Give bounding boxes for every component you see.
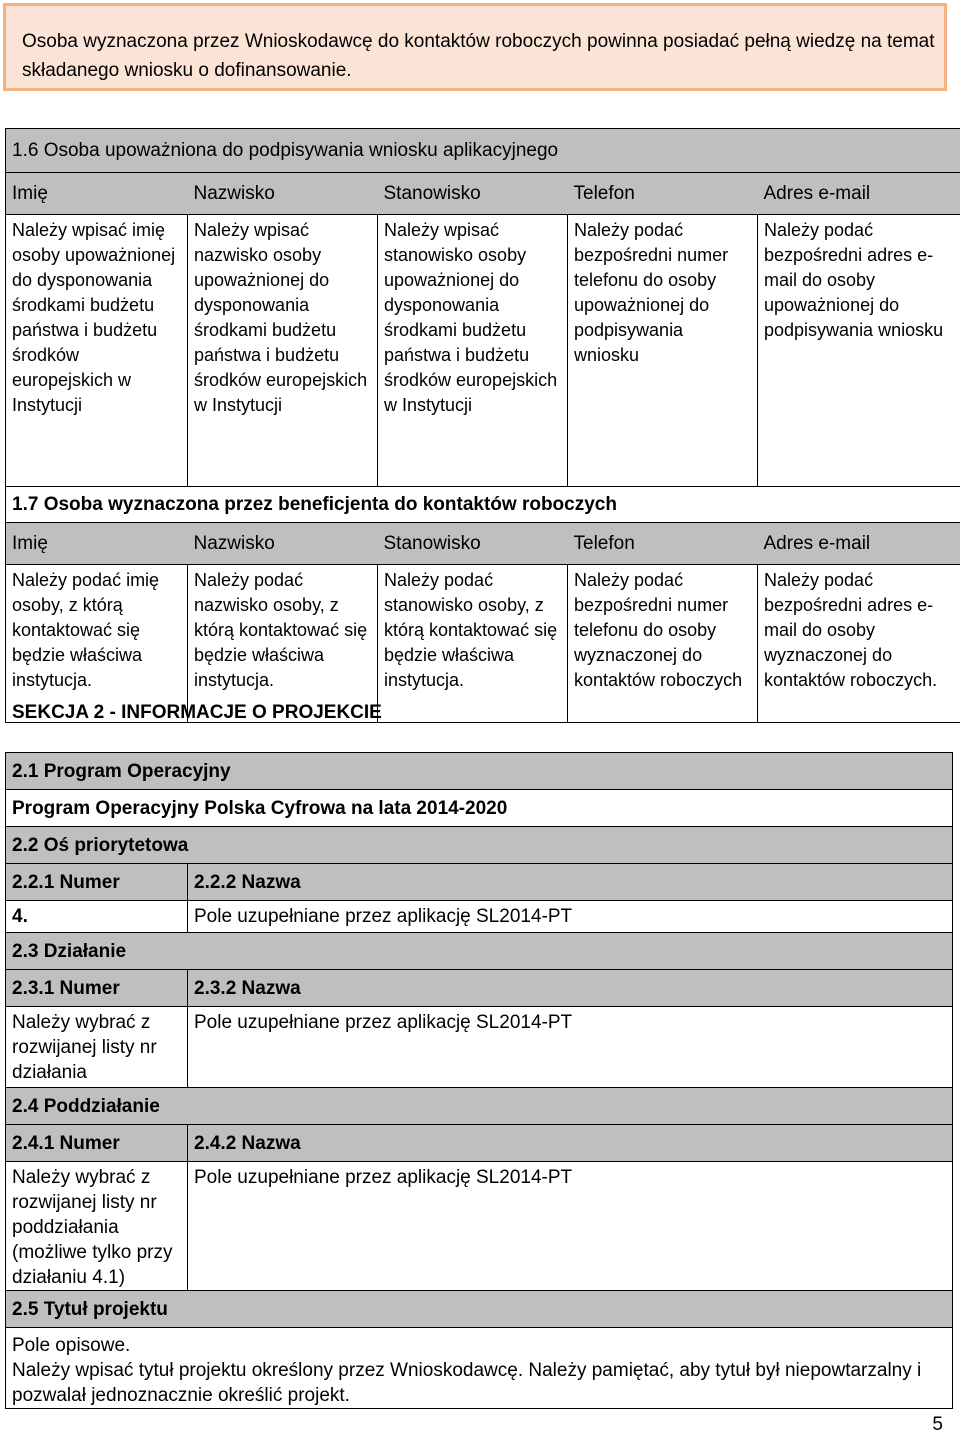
cell-imie: Należy podać imię osoby, z którą kontaktować się będzie właściwa instytucja. <box>6 565 188 723</box>
page-number: 5 <box>932 1414 943 1435</box>
col-email: Adres e-mail <box>758 523 960 565</box>
cell-nazwisko: Należy podać nazwisko osoby, z którą kontaktować się będzie właściwa instytucja. <box>188 565 378 723</box>
submeasure-number-value: Należy wybrać z rozwijanej listy nr poddziałania (możliwe tylko przy działaniu 4.1) <box>6 1162 188 1291</box>
measure-number-label: 2.3.1 Numer <box>6 970 188 1007</box>
project-title-value <box>6 1328 953 1409</box>
cell-nazwisko: Należy wpisać nazwisko osoby upoważnionej do dysponowania środkami budżetu państwa i budżetu środków europejskich w Instytucji <box>188 215 378 487</box>
col-stanowisko: Stanowisko <box>378 173 568 215</box>
col-telefon: Telefon <box>568 173 758 215</box>
program-label: 2.1 Program Operacyjny <box>6 753 953 790</box>
cell-telefon: Należy podać bezpośredni numer telefonu do osoby wyznaczonej do kontaktów roboczych <box>568 565 758 723</box>
cell-email: Należy podać bezpośredni adres e-mail do osoby wyznaczonej do kontaktów roboczych. <box>758 565 960 723</box>
info-note: Osoba wyznaczona przez Wnioskodawcę do kontaktów roboczych powinna posiadać pełną wiedzę na temat składanego wniosku o dofinansowanie. <box>3 3 947 91</box>
section-1-6-title: 1.6 Osoba upoważniona do podpisywania wniosku aplikacyjnego <box>6 129 960 173</box>
measure-name-value: Pole uzupełniane przez aplikację SL2014-PT <box>188 1007 953 1088</box>
contact-persons-table <box>5 128 960 723</box>
section-1-7-title: 1.7 Osoba wyznaczona przez beneficjenta do kontaktów roboczych <box>6 487 960 523</box>
cell-telefon: Należy podać bezpośredni numer telefonu do osoby upoważnionej do podpisywania wniosku <box>568 215 758 487</box>
col-imie: Imię <box>6 523 188 565</box>
cell-imie: Należy wpisać imię osoby upoważnionej do dysponowania środkami budżetu państwa i budżetu środków europejskich w Instytucji <box>6 215 188 487</box>
priority-number-label: 2.2.1 Numer <box>6 864 188 901</box>
submeasure-name-value: Pole uzupełniane przez aplikację SL2014-PT <box>188 1162 953 1291</box>
project-info-table <box>5 752 953 1409</box>
project-title-line-2: Należy wpisać tytuł projektu określony przez Wnioskodawcę. Należy pamiętać, aby tytuł był niepowtarzalny i pozwalał jednoznacznie określić projekt. <box>12 1360 922 1406</box>
col-nazwisko: Nazwisko <box>188 523 378 565</box>
measure-name-label: 2.3.2 Nazwa <box>188 970 953 1007</box>
priority-axis-label: 2.2 Oś priorytetowa <box>6 827 953 864</box>
col-imie: Imię <box>6 173 188 215</box>
priority-number-value: 4. <box>6 901 188 933</box>
measure-number-value: Należy wybrać z rozwijanej listy nr działania <box>6 1007 188 1088</box>
col-email: Adres e-mail <box>758 173 960 215</box>
cell-stanowisko: Należy podać stanowisko osoby, z którą kontaktować się będzie właściwa instytucja. <box>378 565 568 723</box>
submeasure-label: 2.4 Poddziałanie <box>6 1088 953 1125</box>
section-2-heading: SEKCJA 2 - INFORMACJE O PROJEKCIE <box>12 702 382 723</box>
col-nazwisko: Nazwisko <box>188 173 378 215</box>
cell-email: Należy podać bezpośredni adres e-mail do osoby upoważnionej do podpisywania wniosku <box>758 215 960 487</box>
submeasure-name-label: 2.4.2 Nazwa <box>188 1125 953 1162</box>
col-telefon: Telefon <box>568 523 758 565</box>
priority-name-label: 2.2.2 Nazwa <box>188 864 953 901</box>
priority-name-value: Pole uzupełniane przez aplikację SL2014-PT <box>188 901 953 933</box>
program-value: Program Operacyjny Polska Cyfrowa na lata 2014-2020 <box>6 790 953 827</box>
measure-label: 2.3 Działanie <box>6 933 953 970</box>
submeasure-number-label: 2.4.1 Numer <box>6 1125 188 1162</box>
project-title-label: 2.5 Tytuł projektu <box>6 1291 953 1328</box>
col-stanowisko: Stanowisko <box>378 523 568 565</box>
cell-stanowisko: Należy wpisać stanowisko osoby upoważnionej do dysponowania środkami budżetu państwa i budżetu środków europejskich w Instytucji <box>378 215 568 487</box>
project-title-line-1: Pole opisowe. <box>12 1335 131 1356</box>
